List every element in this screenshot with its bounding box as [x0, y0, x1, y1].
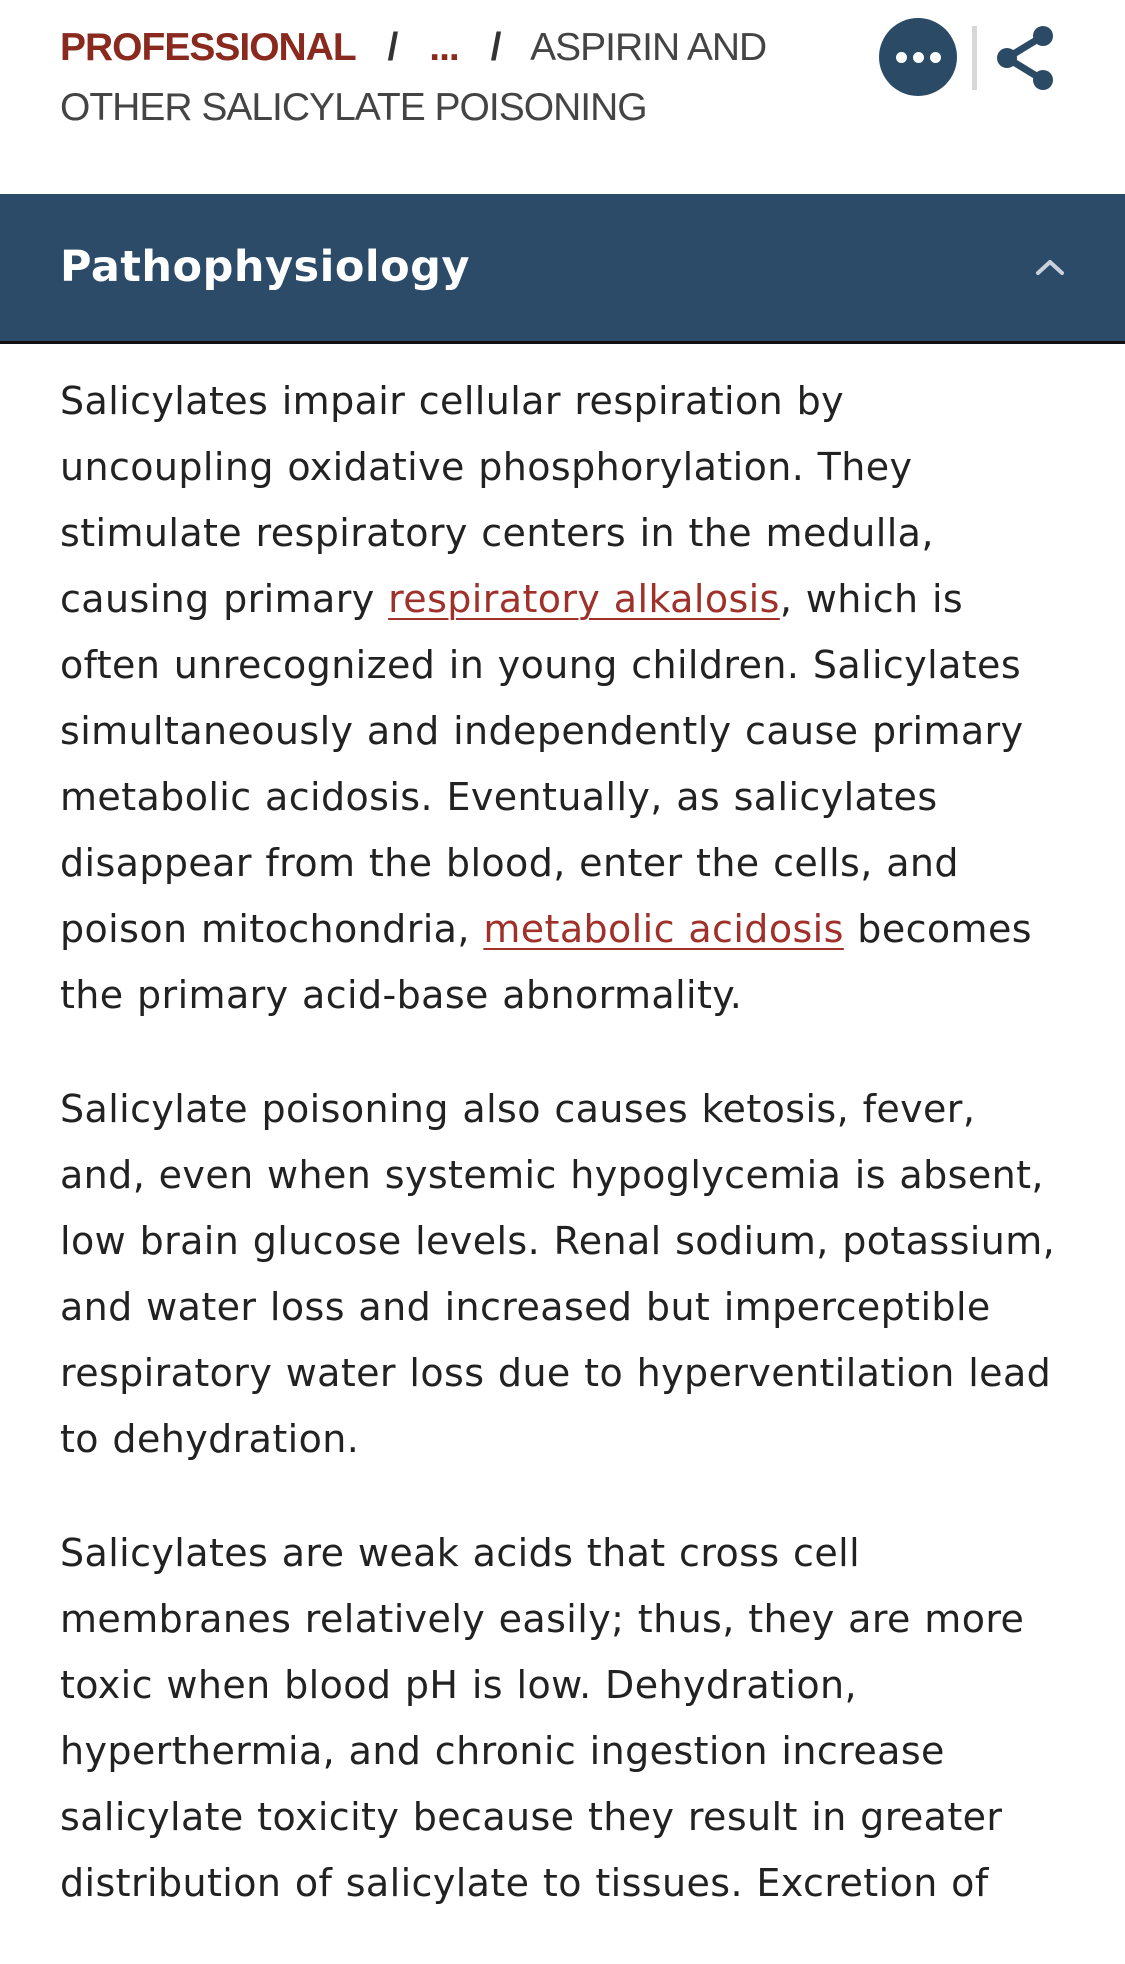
paragraph-text: becomes the primary acid-base abnormality.: [60, 907, 1032, 1017]
section-title: Pathophysiology: [60, 242, 470, 292]
paragraph: Salicylates are weak acids that cross cell membranes relatively easily; thus, they are more toxic when blood pH is low. Dehydration, hyperthermia, and chronic ingestion increase salicylate toxicity because they result in greater distribution of salicylate to tissues. Excretion of: [60, 1531, 1025, 1905]
more-options-icon: [930, 52, 941, 63]
more-options-icon: [896, 52, 907, 63]
share-icon: [990, 22, 1062, 94]
breadcrumb-separator: /: [387, 26, 398, 69]
section-header-pathophysiology[interactable]: [0, 194, 1125, 344]
toolbar-divider: [972, 26, 977, 90]
paragraph-text: Salicylates impair cellular respiration by uncoupling oxidative phosphorylation. They stimulate respiratory centers in the medulla, causing primary: [60, 379, 934, 621]
respiratory-alkalosis-link[interactable]: respiratory alkalosis: [388, 577, 780, 621]
paragraph: [60, 368, 1070, 1028]
breadcrumb-ellipsis-link[interactable]: ...: [429, 26, 459, 69]
paragraph: Salicylate poisoning also causes ketosis, fever, and, even when systemic hypoglycemia is absent, low brain glucose levels. Renal sodium, potassium, and water loss and increased but imperceptible respiratory water loss due to hyperventilation lead to dehydration.: [60, 1087, 1056, 1461]
paragraph-text: , which is often unrecognized in young children. Salicylates simultaneously and independently cause primary metabolic acidosis. Eventually, as salicylates disappear from the blood, enter the cells, and poison mitochondria,: [60, 577, 1024, 951]
top-bar: [0, 0, 1125, 194]
chevron-up-icon[interactable]: [1034, 257, 1066, 277]
more-options-icon: [913, 52, 924, 63]
breadcrumb-separator: /: [490, 26, 501, 69]
metabolic-acidosis-link[interactable]: metabolic acidosis: [483, 907, 844, 951]
article-body: [60, 368, 1070, 1964]
breadcrumb-professional-link[interactable]: PROFESSIONAL: [60, 26, 356, 69]
share-button[interactable]: [990, 22, 1062, 94]
breadcrumb: [60, 18, 860, 138]
breadcrumb-current-page: ASPIRIN AND OTHER SALICYLATE POISONING: [60, 26, 767, 129]
more-options-button[interactable]: [879, 18, 957, 96]
